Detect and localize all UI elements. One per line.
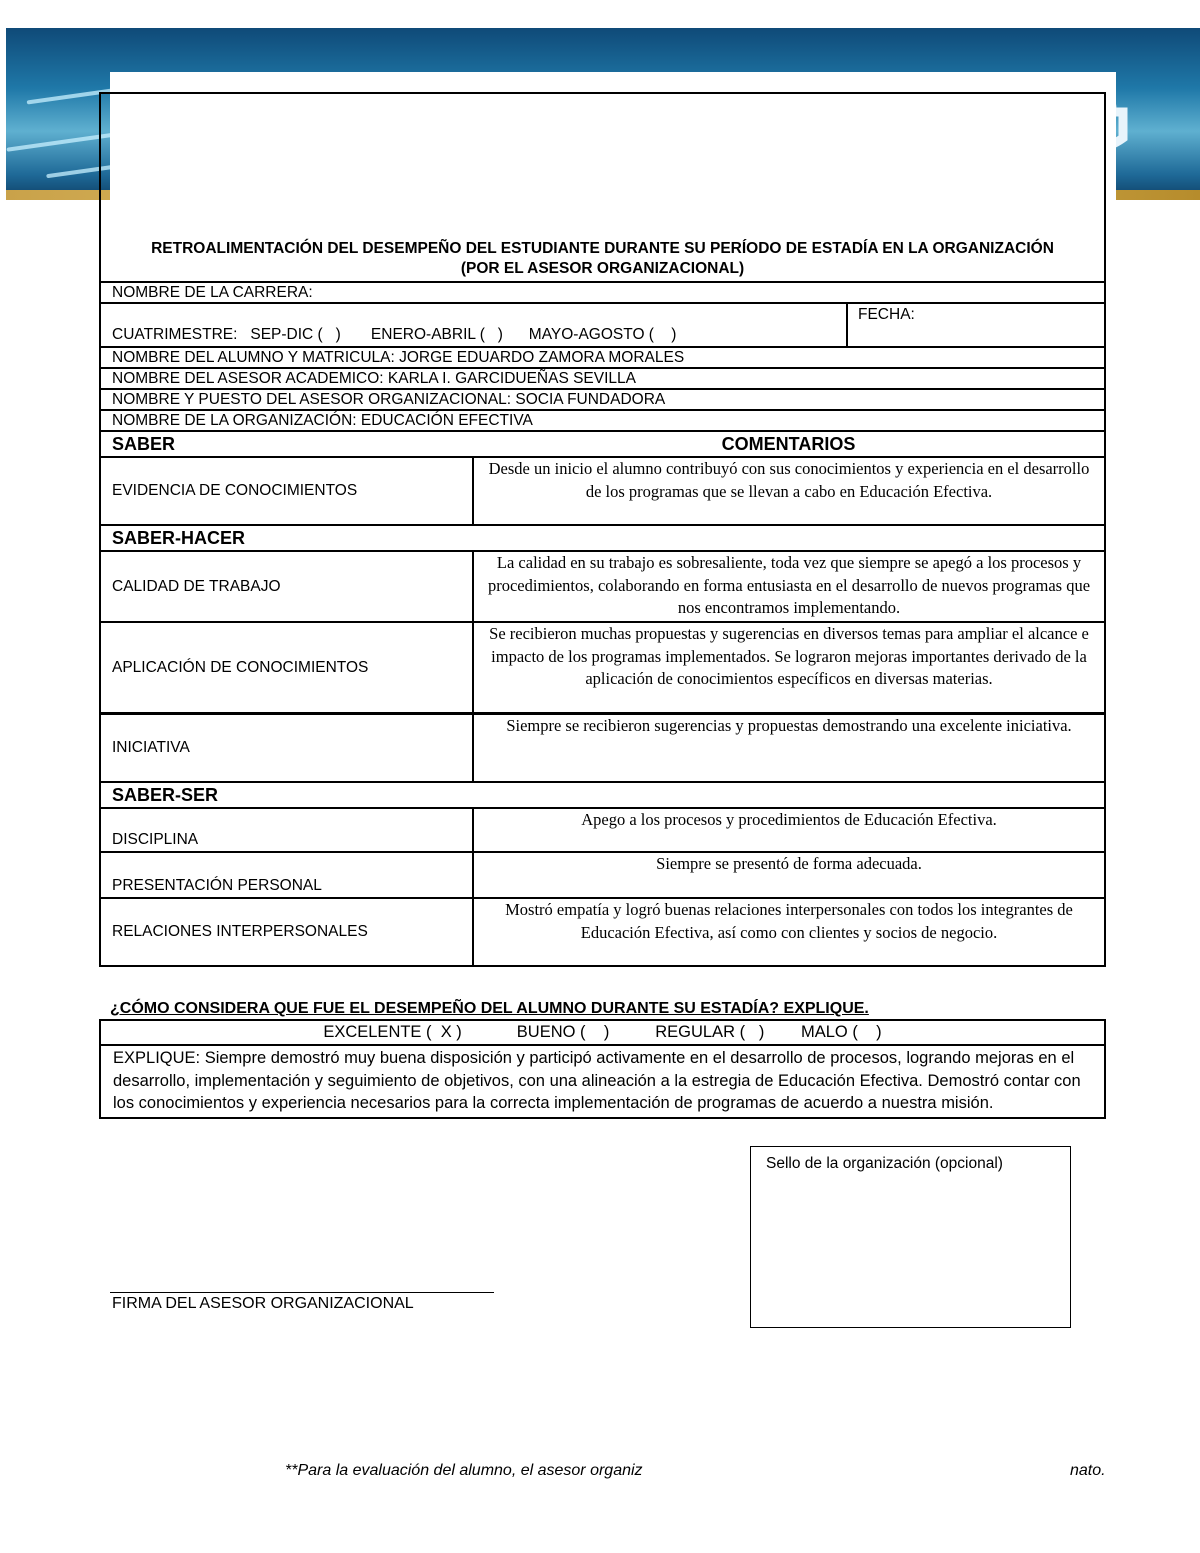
organizacion-field: NOMBRE DE LA ORGANIZACIÓN: EDUCACIÓN EFECTIVA bbox=[101, 411, 1104, 432]
footer-note: **Para la evaluación del alumno, el asesor organiz bbox=[285, 1462, 643, 1479]
item-row bbox=[101, 853, 1104, 899]
item-label: CALIDAD DE TRABAJO bbox=[101, 552, 474, 621]
cuatrimestre-field: CUATRIMESTRE: SEP-DIC ( ) ENERO-ABRIL ( ) MAYO-AGOSTO ( ) bbox=[112, 326, 677, 343]
section-saber-label: SABER bbox=[112, 433, 176, 454]
item-label: RELACIONES INTERPERSONALES bbox=[101, 899, 474, 965]
evaluation-box bbox=[99, 1019, 1106, 1119]
section-saber-hacer bbox=[101, 526, 1104, 552]
item-label: DISCIPLINA bbox=[101, 809, 474, 851]
section-saber bbox=[101, 432, 1104, 458]
item-label: INICIATIVA bbox=[101, 715, 474, 781]
item-label: APLICACIÓN DE CONOCIMIENTOS bbox=[101, 623, 474, 712]
section-saber-ser-label: SABER-SER bbox=[112, 784, 219, 805]
feedback-form bbox=[99, 92, 1106, 967]
item-comment: Desde un inicio el alumno contribuyó con sus conocimientos y experiencia en el desarrollo de los programas que se llevan a cabo en Educación Efectiva. bbox=[488, 459, 1090, 501]
item-row bbox=[101, 715, 1104, 783]
item-comment: Siempre se recibieron sugerencias y propuestas demostrando una excelente iniciativa. bbox=[506, 716, 1072, 735]
item-row bbox=[101, 809, 1104, 853]
footer-note-end: nato. bbox=[1070, 1462, 1106, 1479]
section-saber-ser bbox=[101, 783, 1104, 809]
item-comment: Apego a los procesos y procedimientos de Educación Efectiva. bbox=[581, 810, 997, 829]
alumno-field: NOMBRE DEL ALUMNO Y MATRICULA: JORGE EDUARDO ZAMORA MORALES bbox=[101, 348, 1104, 369]
item-comment: Se recibieron muchas propuestas y sugerencias en diversos temas para ampliar el alcance e impacto de los programas implementados. Se lograron mejoras importantes derivado de la aplicación de conocimientos específicos en diversas materias. bbox=[489, 624, 1089, 688]
evaluation-explanation: EXPLIQUE: Siempre demostró muy buena disposición y participó activamente en el desarrollo de procesos, logrando mejoras en el desarrollo, implementación y seguimiento de objetivos, con una alineación a la estregia de Educación Efectiva. Demostró contar con los conocimientos y experiencia necesarios para la correcta implementación de programas de acuerdo a nuestra misión. bbox=[113, 1049, 1081, 1112]
sello-box: Sello de la organización (opcional) bbox=[750, 1146, 1071, 1328]
item-row bbox=[101, 458, 1104, 526]
title-line-2: (POR EL ASESOR ORGANIZACIONAL) bbox=[460, 260, 745, 277]
section-saber-hacer-label: SABER-HACER bbox=[112, 527, 246, 548]
asesor-academico-field: NOMBRE DEL ASESOR ACADEMICO: KARLA I. GARCIDUEÑAS SEVILLA bbox=[101, 369, 1104, 390]
asesor-organizacional-field: NOMBRE Y PUESTO DEL ASESOR ORGANIZACIONAL: SOCIA FUNDADORA bbox=[101, 390, 1104, 411]
cuatrimestre-row bbox=[101, 304, 1104, 348]
comentarios-header: COMENTARIOS bbox=[721, 433, 856, 454]
item-row bbox=[101, 552, 1104, 623]
item-comment: Mostró empatía y logró buenas relaciones interpersonales con todos los integrantes de Educación Efectiva, así como con clientes y socios de negocio. bbox=[505, 900, 1073, 942]
item-label: EVIDENCIA DE CONOCIMIENTOS bbox=[101, 458, 474, 524]
carrera-field: NOMBRE DE LA CARRERA: bbox=[101, 283, 1104, 304]
item-comment: La calidad en su trabajo es sobresaliente, toda vez que siempre se apegó a los procesos y procedimientos, colaborando en forma entusiasta en el desarrollo de nuevos programas que nos encontramos implementando. bbox=[487, 553, 1091, 617]
signature-label: FIRMA DEL ASESOR ORGANIZACIONAL bbox=[112, 1295, 414, 1312]
signature-line bbox=[110, 1292, 494, 1293]
title-line-1: RETROALIMENTACIÓN DEL DESEMPEÑO DEL ESTUDIANTE DURANTE SU PERÍODO DE ESTADÍA EN LA ORGANIZACIÓN bbox=[151, 240, 1054, 257]
item-row bbox=[101, 899, 1104, 965]
form-title bbox=[101, 94, 1104, 283]
fecha-field: FECHA: bbox=[846, 304, 1104, 346]
evaluation-options: EXCELENTE ( X ) BUENO ( ) REGULAR ( ) MALO ( ) bbox=[101, 1021, 1104, 1046]
evaluation-question: ¿CÓMO CONSIDERA QUE FUE EL DESEMPEÑO DEL ALUMNO DURANTE SU ESTADÍA? EXPLIQUE. bbox=[110, 1000, 869, 1017]
item-comment: Siempre se presentó de forma adecuada. bbox=[656, 854, 922, 873]
item-row bbox=[101, 623, 1104, 715]
item-label: PRESENTACIÓN PERSONAL bbox=[101, 853, 474, 897]
